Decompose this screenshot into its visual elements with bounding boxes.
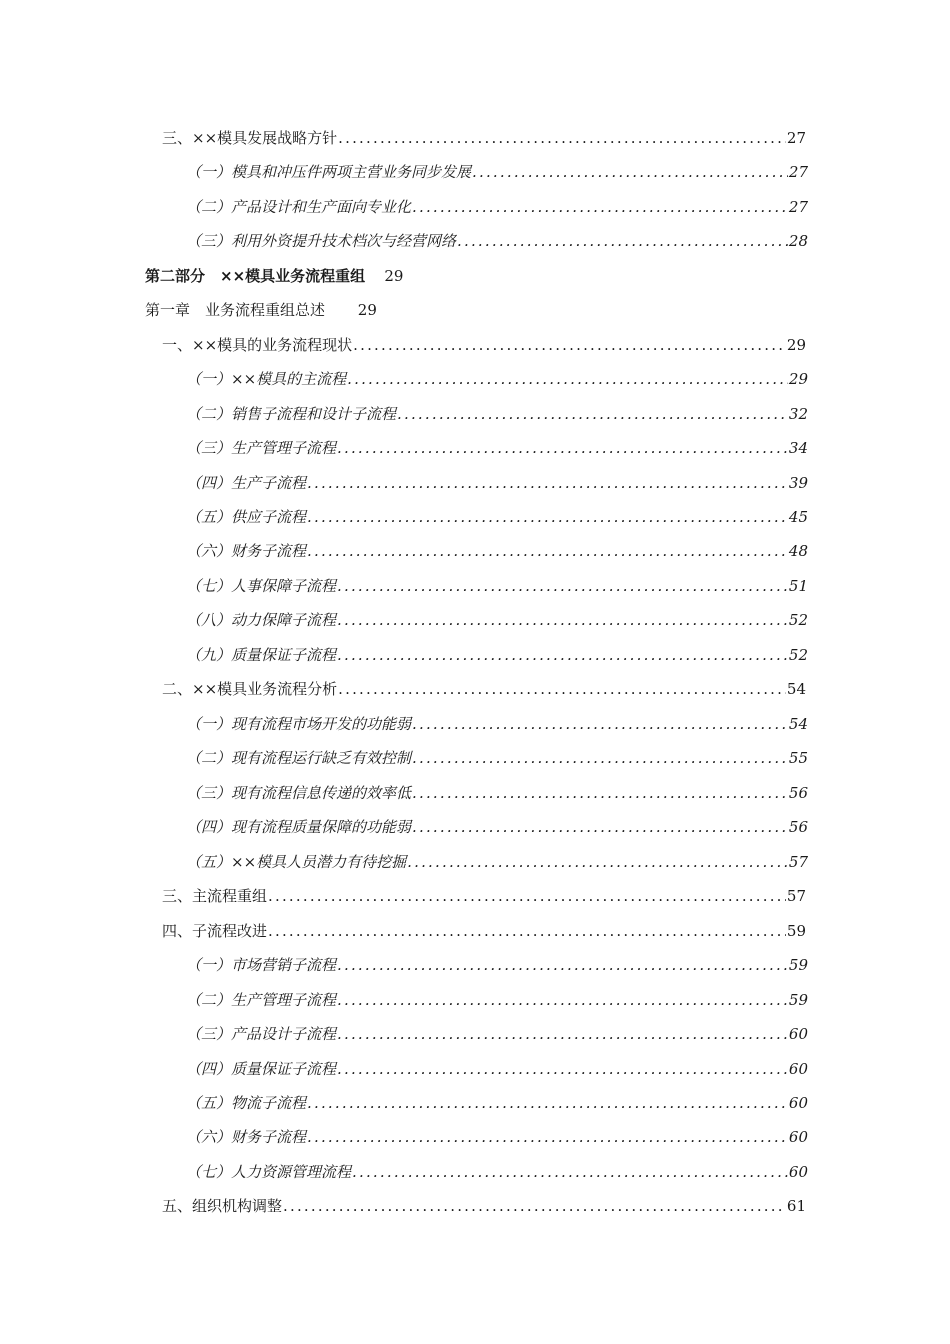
toc-part-heading[interactable]	[145, 266, 403, 286]
toc-entry-label: （二）销售子流程和设计子流程	[186, 405, 397, 423]
toc-entry[interactable]	[186, 369, 808, 389]
dot-leader	[307, 507, 788, 527]
toc-entry[interactable]	[186, 197, 808, 217]
toc-entry-label: （九）质量保证子流程	[186, 646, 337, 664]
toc-entry-label: （六）财务子流程	[186, 1128, 307, 1146]
dot-leader	[353, 335, 786, 355]
toc-entry-label: 三、主流程重组	[162, 887, 268, 905]
chapter-heading-label: 第一章 业务流程重组总述	[145, 301, 326, 319]
toc-entry[interactable]	[186, 748, 808, 768]
toc-page-number: 57	[786, 887, 806, 905]
toc-entry[interactable]	[186, 1127, 808, 1147]
toc-entry-label: （六）财务子流程	[186, 542, 307, 560]
toc-entry[interactable]	[186, 645, 808, 665]
toc-entry[interactable]	[186, 438, 808, 458]
toc-entry-label: （七）人事保障子流程	[186, 577, 337, 595]
toc-entry-label: 四、子流程改进	[162, 922, 268, 940]
toc-entry[interactable]	[186, 231, 808, 251]
dot-leader	[338, 679, 786, 699]
dot-leader	[412, 748, 788, 768]
toc-entry-label: 五、组织机构调整	[162, 1197, 283, 1215]
toc-entry[interactable]	[186, 507, 808, 527]
dot-leader	[307, 541, 788, 561]
toc-page-number: 29	[786, 336, 806, 354]
dot-leader	[307, 1093, 788, 1113]
toc-page-number: 51	[788, 577, 808, 595]
toc-page-number: 61	[786, 1197, 806, 1215]
dot-leader	[412, 714, 788, 734]
toc-entry-label: （一）现有流程市场开发的功能弱	[186, 715, 412, 733]
toc-entry[interactable]	[186, 541, 808, 561]
toc-entry[interactable]	[186, 1162, 808, 1182]
toc-page-number: 52	[788, 611, 808, 629]
dot-leader	[337, 645, 788, 665]
toc-entry-label: （三）利用外资提升技术档次与经营网络	[186, 232, 457, 250]
part-heading-page-number: 29	[384, 267, 404, 285]
toc-page-number: 55	[788, 749, 808, 767]
toc-entry[interactable]	[186, 610, 808, 630]
toc-entry-label: （一）市场营销子流程	[186, 956, 337, 974]
toc-page-number: 29	[788, 370, 808, 388]
toc-entry[interactable]	[162, 921, 806, 941]
dot-leader	[337, 990, 788, 1010]
toc-page-number: 45	[788, 508, 808, 526]
toc-entry-label: （四）现有流程质量保障的功能弱	[186, 818, 412, 836]
toc-page-number: 28	[788, 232, 808, 250]
toc-page-number: 27	[788, 198, 808, 216]
toc-page-number: 27	[788, 163, 808, 181]
toc-entry-label: （五）物流子流程	[186, 1094, 307, 1112]
toc-entry-label: （三）生产管理子流程	[186, 439, 337, 457]
toc-entry[interactable]	[162, 679, 806, 699]
toc-entry-label: 三、××模具发展战略方针	[162, 129, 338, 147]
toc-entry-label: （八）动力保障子流程	[186, 611, 337, 629]
chapter-heading-page-number: 29	[357, 301, 377, 319]
toc-entry-label: （三）产品设计子流程	[186, 1025, 337, 1043]
toc-entry[interactable]	[186, 852, 808, 872]
toc-entry[interactable]	[162, 335, 806, 355]
toc-entry[interactable]	[186, 714, 808, 734]
toc-page-number: 39	[788, 474, 808, 492]
toc-entry[interactable]	[186, 162, 808, 182]
toc-entry-label: （七）人力资源管理流程	[186, 1163, 352, 1181]
toc-page-number: 52	[788, 646, 808, 664]
toc-page-number: 34	[788, 439, 808, 457]
toc-entry[interactable]	[186, 783, 808, 803]
dot-leader	[412, 817, 788, 837]
dot-leader	[397, 404, 788, 424]
dot-leader	[412, 783, 788, 803]
toc-entry[interactable]	[186, 576, 808, 596]
dot-leader	[352, 1162, 788, 1182]
toc-entry[interactable]	[162, 886, 806, 906]
dot-leader	[338, 128, 786, 148]
dot-leader	[268, 921, 786, 941]
toc-page-number: 60	[788, 1025, 808, 1043]
toc-entry-label: 二、××模具业务流程分析	[162, 680, 338, 698]
toc-page-number: 60	[788, 1128, 808, 1146]
dot-leader	[407, 852, 788, 872]
toc-page-number: 56	[788, 818, 808, 836]
toc-entry[interactable]	[186, 955, 808, 975]
dot-leader	[472, 162, 788, 182]
toc-entry[interactable]	[186, 473, 808, 493]
toc-entry-label: （二）生产管理子流程	[186, 991, 337, 1009]
toc-page-number: 59	[788, 991, 808, 1009]
toc-chapter-heading[interactable]	[145, 300, 377, 320]
toc-entry[interactable]	[162, 128, 806, 148]
toc-entry-label: （四）质量保证子流程	[186, 1060, 337, 1078]
toc-entry[interactable]	[186, 1059, 808, 1079]
toc-page-number: 27	[786, 129, 806, 147]
dot-leader	[307, 1127, 788, 1147]
dot-leader	[347, 369, 788, 389]
toc-entry-label: 一、××模具的业务流程现状	[162, 336, 353, 354]
dot-leader	[307, 473, 788, 493]
toc-page-number: 60	[788, 1163, 808, 1181]
toc-page-number: 57	[788, 853, 808, 871]
toc-page-number: 59	[788, 956, 808, 974]
toc-page-number: 60	[788, 1060, 808, 1078]
toc-entry[interactable]	[162, 1196, 806, 1216]
toc-entry[interactable]	[186, 1093, 808, 1113]
toc-entry-label: （一）模具和冲压件两项主营业务同步发展	[186, 163, 472, 181]
dot-leader	[337, 576, 788, 596]
toc-entry[interactable]	[186, 990, 808, 1010]
toc-page-number: 54	[788, 715, 808, 733]
dot-leader	[412, 197, 788, 217]
toc-entry-label: （三）现有流程信息传递的效率低	[186, 784, 412, 802]
dot-leader	[457, 231, 788, 251]
dot-leader	[337, 438, 788, 458]
toc-entry-label: （四）生产子流程	[186, 474, 307, 492]
toc-page-number: 60	[788, 1094, 808, 1112]
dot-leader	[268, 886, 786, 906]
part-heading-label: 第二部分 ××模具业务流程重组	[145, 267, 366, 285]
toc-entry[interactable]	[186, 404, 808, 424]
toc-page-number: 56	[788, 784, 808, 802]
toc-page-number: 54	[786, 680, 806, 698]
toc-entry-label: （二）现有流程运行缺乏有效控制	[186, 749, 412, 767]
toc-entry[interactable]	[186, 1024, 808, 1044]
toc-entry-label: （一）××模具的主流程	[186, 370, 347, 388]
dot-leader	[337, 1059, 788, 1079]
dot-leader	[283, 1196, 786, 1216]
toc-entry-label: （五）××模具人员潜力有待挖掘	[186, 853, 407, 871]
dot-leader	[337, 610, 788, 630]
toc-page-number: 59	[786, 922, 806, 940]
toc-page-number: 48	[788, 542, 808, 560]
dot-leader	[337, 1024, 788, 1044]
toc-entry[interactable]	[186, 817, 808, 837]
toc-entry-label: （五）供应子流程	[186, 508, 307, 526]
toc-page-number: 32	[788, 405, 808, 423]
toc-entry-label: （二）产品设计和生产面向专业化	[186, 198, 412, 216]
dot-leader	[337, 955, 788, 975]
